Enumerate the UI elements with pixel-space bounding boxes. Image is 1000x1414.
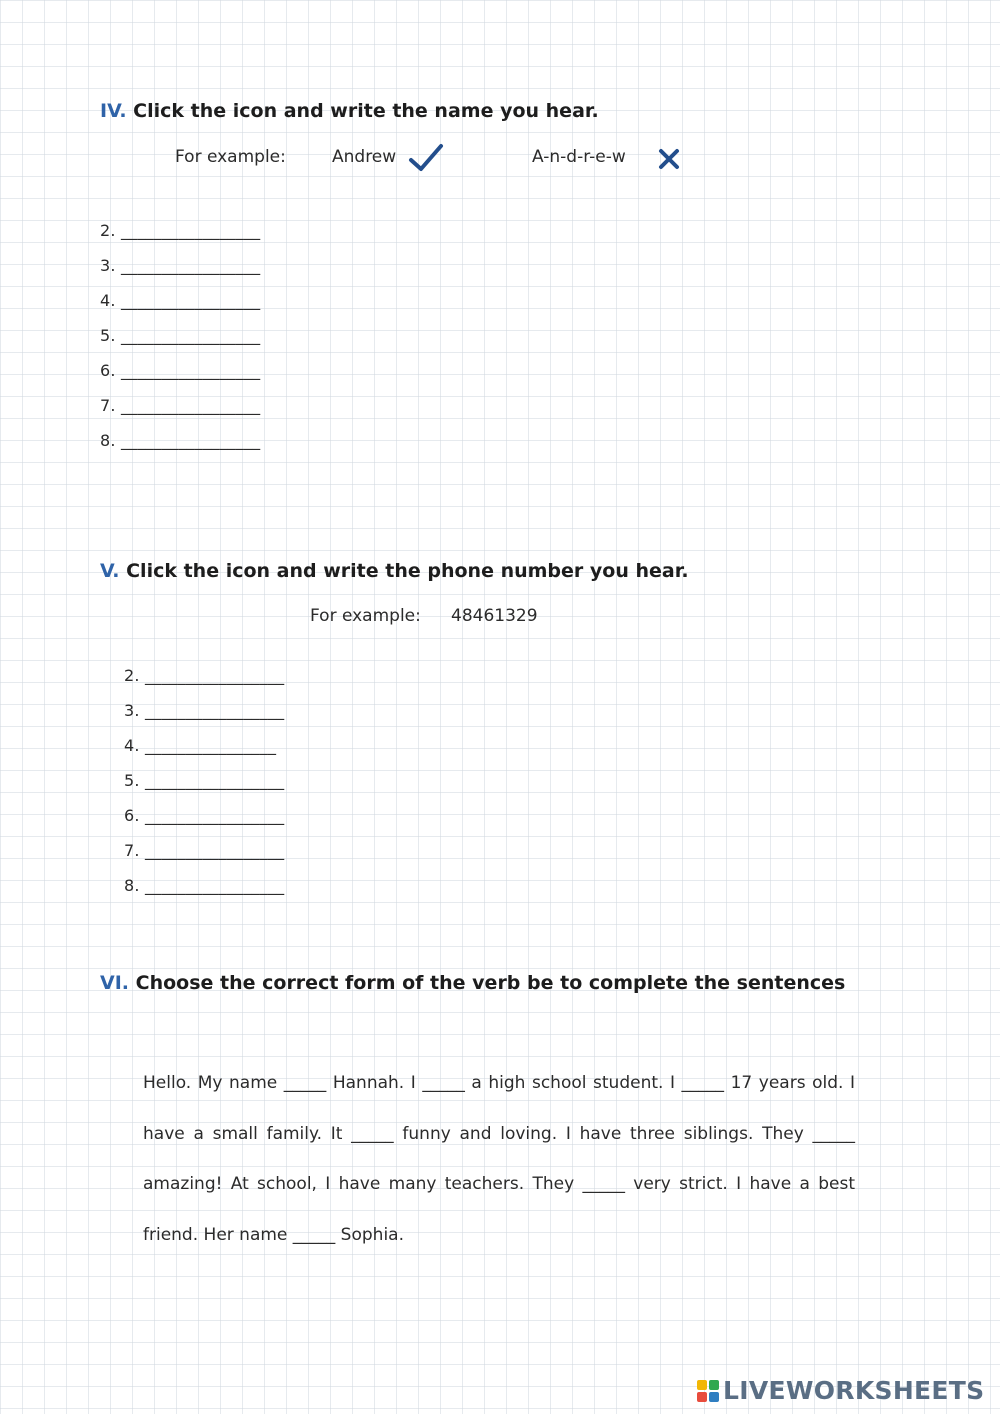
name-blank-8[interactable]: 8. _________________ [100,431,261,450]
section-iv-title: Click the icon and write the name you hear. [133,100,599,122]
section-iv-example-correct: Andrew [332,147,397,167]
phone-blank-5[interactable]: 5. _________________ [124,771,285,790]
section-iv-heading [100,100,599,122]
name-blank-2[interactable]: 2. _________________ [100,221,261,240]
cross-icon [657,147,681,175]
name-blank-5[interactable]: 5. _________________ [100,326,261,345]
section-iv-example-label: For example: [175,147,286,167]
section-v-example-value: 48461329 [451,606,538,626]
phone-blank-6[interactable]: 6. _________________ [124,806,285,825]
section-v-title: Click the icon and write the phone number you hear. [126,560,689,582]
section-v-number: V. [100,560,120,582]
phone-blank-2[interactable]: 2. _________________ [124,666,285,685]
check-icon [408,142,444,178]
brand-name: LIVEWORKSHEETS [723,1376,985,1405]
section-vi-title: Choose the correct form of the verb be to complete the sentences [135,972,846,994]
name-blank-4[interactable]: 4. _________________ [100,291,261,310]
section-iv-example-wrong: A-n-d-r-e-w [532,147,626,167]
liveworksheets-brand [697,1376,984,1405]
phone-blank-8[interactable]: 8. _________________ [124,876,285,895]
section-vi-number: VI. [100,972,129,994]
phone-blank-3[interactable]: 3. _________________ [124,701,285,720]
section-vi-heading [100,972,845,994]
liveworksheets-logo-icon [697,1380,719,1402]
name-blank-7[interactable]: 7. _________________ [100,396,261,415]
section-iv-number: IV. [100,100,127,122]
phone-blank-4[interactable]: 4. ________________ [124,736,277,755]
fill-in-passage[interactable]: Hello. My name _____ Hannah. I _____ a high school student. I _____ 17 years old. I have a small family. It _____ funny and loving. I have three siblings. They _____ amazing! At school, I have many teachers. They _____ very strict. I have a best friend. Her name _____ Sophia. [143,1073,855,1245]
section-v-heading [100,560,689,582]
section-v-example-label: For example: [310,606,421,626]
name-blank-6[interactable]: 6. _________________ [100,361,261,380]
phone-blank-7[interactable]: 7. _________________ [124,841,285,860]
name-blank-3[interactable]: 3. _________________ [100,256,261,275]
